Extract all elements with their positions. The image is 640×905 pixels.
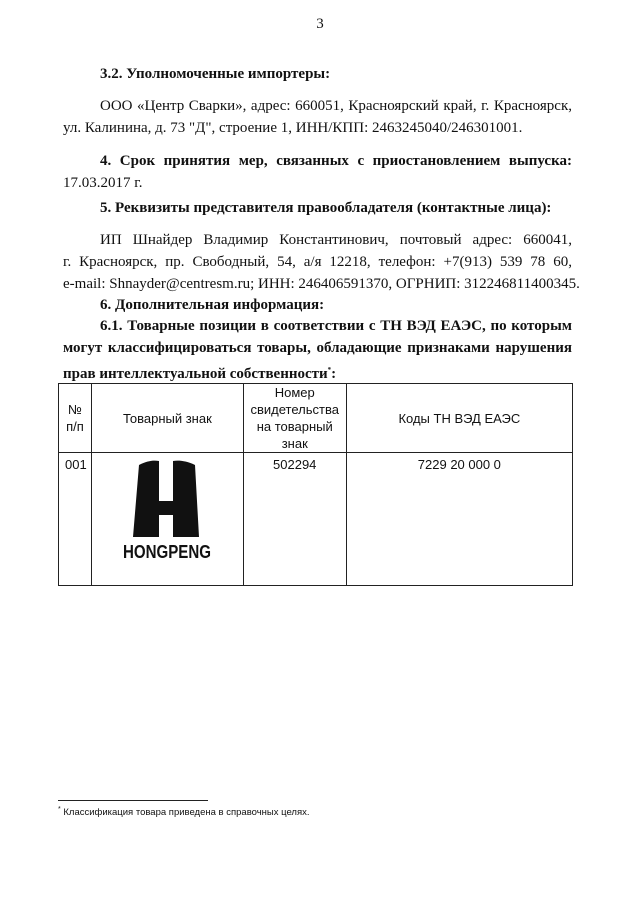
section-3-2-heading: 3.2. Уполномоченные импортеры: (100, 66, 331, 82)
representative-paragraph (63, 229, 580, 295)
header-trademark: Товарный знак (91, 384, 243, 453)
header-certificate (243, 384, 346, 453)
trademark-cell (91, 453, 243, 586)
representative-line: г. Красноярск, пр. Свободный, 54, а/я 12218, телефон: +7(913) 539 78 60, (63, 254, 572, 270)
certificate-number: 502294 (243, 453, 346, 586)
header-number (59, 384, 92, 453)
footnote-reference: * (327, 366, 332, 374)
term-line: 4. Срок принятия мер, связанных с приостановлением выпуска: (100, 153, 572, 169)
section-5-heading: 5. Реквизиты представителя правообладателя (контактные лица): (100, 200, 552, 216)
trailing-colon: : (331, 366, 337, 382)
section-6-1-line: могут классифицироваться товары, обладающие признаками нарушения (63, 340, 572, 356)
representative-line: e-mail: Shnayder@centresm.ru; ИНН: 246406591370, ОГРНИП: 312246811400345. (63, 276, 580, 292)
section-6-1-line: 6.1. Товарные позиции в соответствии с ТН ВЭД ЕАЭС, по которым (100, 318, 572, 334)
section-4-paragraph (63, 150, 572, 194)
header-certificate-line: Номер (274, 385, 315, 400)
footnote-text: Классификация товара приведена в справочных целях. (60, 807, 310, 819)
tnved-code: 7229 20 000 0 (346, 453, 572, 586)
footnote-mark: * (58, 806, 61, 813)
row-number: 001 (59, 453, 92, 586)
importer-line: ООО «Центр Сварки», адрес: 660051, Красноярский край, г. Красноярск, (100, 98, 572, 114)
header-certificate-line: знак (281, 436, 308, 451)
table-row (59, 453, 573, 586)
header-codes: Коды ТН ВЭД ЕАЭС (346, 384, 572, 453)
page-number: 3 (316, 16, 324, 32)
table-header-row (59, 384, 573, 453)
footnote-divider (58, 800, 208, 801)
footnote (58, 806, 310, 818)
header-certificate-line: на товарный (256, 419, 333, 434)
importer-paragraph (63, 95, 572, 139)
header-number-line: п/п (66, 419, 84, 434)
hongpeng-logo (117, 459, 217, 563)
importer-line: ул. Калинина, д. 73 "Д", строение 1, ИНН/КПП: 2463245040/246301001. (63, 120, 523, 136)
representative-line: ИП Шнайдер Владимир Константинович, почтовый адрес: 660041, (100, 232, 572, 248)
header-certificate-line: свидетельства (250, 402, 339, 417)
goods-table (58, 383, 573, 586)
section-6-1-line-last (63, 359, 572, 385)
logo-text: HONGPENG (123, 542, 212, 562)
section-6-1-paragraph (63, 315, 572, 385)
section-6-1-text: прав интеллектуальной собственности (63, 366, 328, 382)
section-6-heading: 6. Дополнительная информация: (100, 297, 325, 313)
term-date: 17.03.2017 г. (63, 175, 143, 191)
header-number-line: № (68, 402, 82, 417)
